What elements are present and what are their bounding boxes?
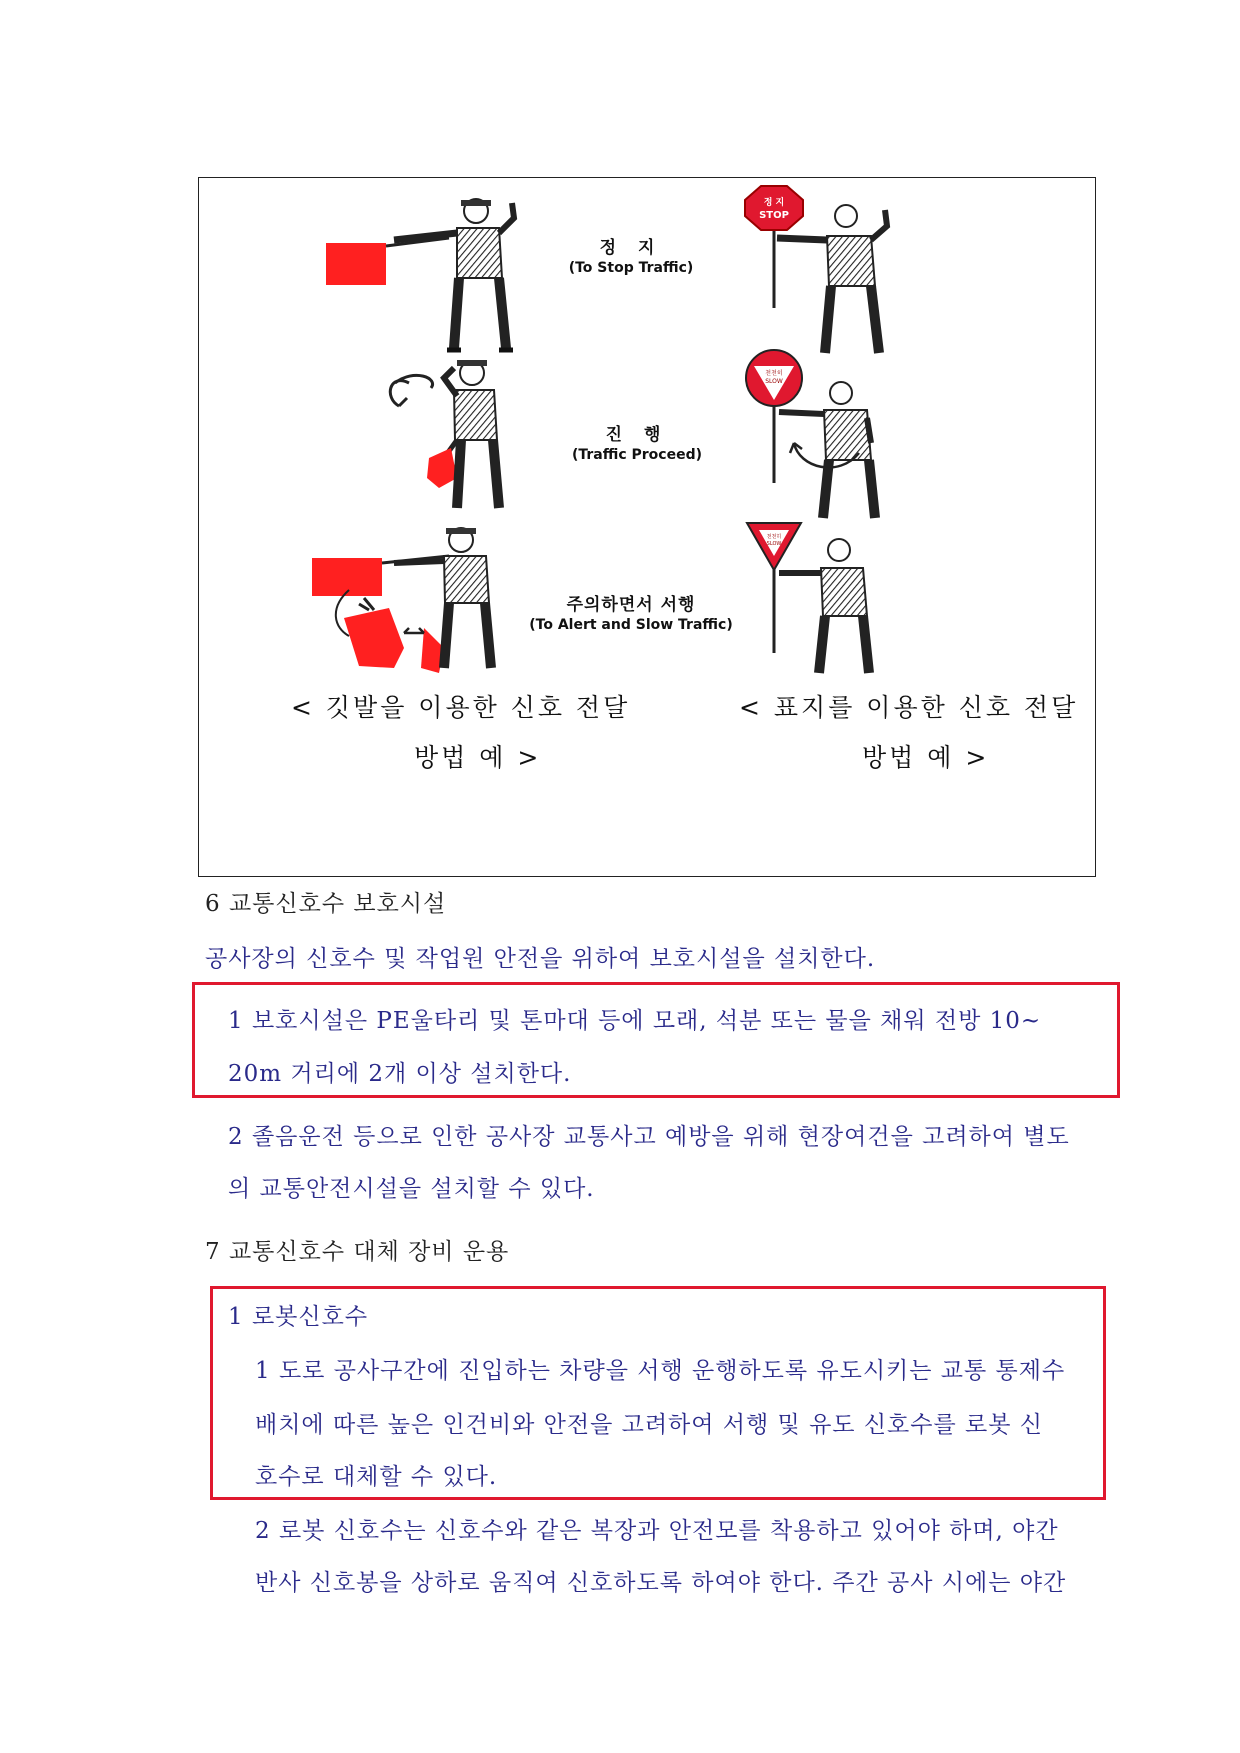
stop-sign-line2: STOP [759,210,789,221]
item7-1-1-line3: 호수로 대체할 수 있다. [255,1464,498,1490]
signal-stop-ko: 정 지 [599,238,663,258]
caption-flag-line2: 방법 예 > [414,743,542,772]
caption-flag-line1: < 깃발을 이용한 신호 전달 [291,693,631,722]
slow-sign-2-line2: SLOW [766,541,782,547]
item7-1-1-line2: 배치에 따른 높은 인건비와 안전을 고려하여 서행 및 유도 신호수를 로봇 신 [255,1412,1043,1438]
item6-1-line1: 1 보호시설은 PE울타리 및 톤마대 등에 모래, 석분 또는 물을 채워 전방 10~ [228,1008,1042,1034]
section6-title: 6 교통신호수 보호시설 [205,891,447,917]
signal-stop-en: (To Stop Traffic) [568,260,694,276]
signal-proceed-en: (Traffic Proceed) [571,447,703,463]
signal-slow-ko: 주의하면서 서행 [566,595,696,615]
section7-title: 7 교통신호수 대체 장비 운용 [205,1239,510,1265]
signal-label-slow [471,590,791,633]
signal-label-proceed [477,420,797,463]
signal-slow-en: (To Alert and Slow Traffic) [529,617,733,633]
flag-slow-figure [312,528,491,673]
signal-method-figure [198,177,1096,877]
item6-2-line2: 의 교통안전시설을 설치할 수 있다. [228,1176,595,1202]
slow-sign-2-line1: 천천히 [766,534,782,540]
item6-1-line2: 20m 거리에 2개 이상 설치한다. [228,1061,572,1087]
item7-1-2-line1: 2 로봇 신호수는 신호수와 같은 복장과 안전모를 착용하고 있어야 하며, 야간 [255,1518,1059,1544]
item7-1-1-line1: 1 도로 공사구간에 진입하는 차량을 서행 운행하도록 유도시키는 교통 통제수 [255,1358,1066,1384]
item7-1-2-line2: 반사 신호봉을 상하로 움직여 신호하도록 하여야 한다. 주간 공사 시에는 야간 [255,1570,1067,1596]
stop-sign-line1: 정 지 [763,198,785,208]
item6-2-line1: 2 졸음운전 등으로 인한 공사장 교통사고 예방을 위해 현장여건을 고려하여 별도 [228,1124,1070,1150]
caption-sign-line2: 방법 예 > [862,743,990,772]
slow-sign-1-line1: 천천히 [765,370,783,377]
signal-proceed-ko: 진 행 [605,425,669,445]
item7-1-title: 1 로봇신호수 [228,1304,369,1330]
slow-sign-1-line2: SLOW [765,378,783,385]
caption-sign-line1: < 표지를 이용한 신호 전달 [739,693,1079,722]
section6-intro: 공사장의 신호수 및 작업원 안전을 위하여 보호시설을 설치한다. [205,946,876,972]
signal-label-stop [471,233,791,276]
